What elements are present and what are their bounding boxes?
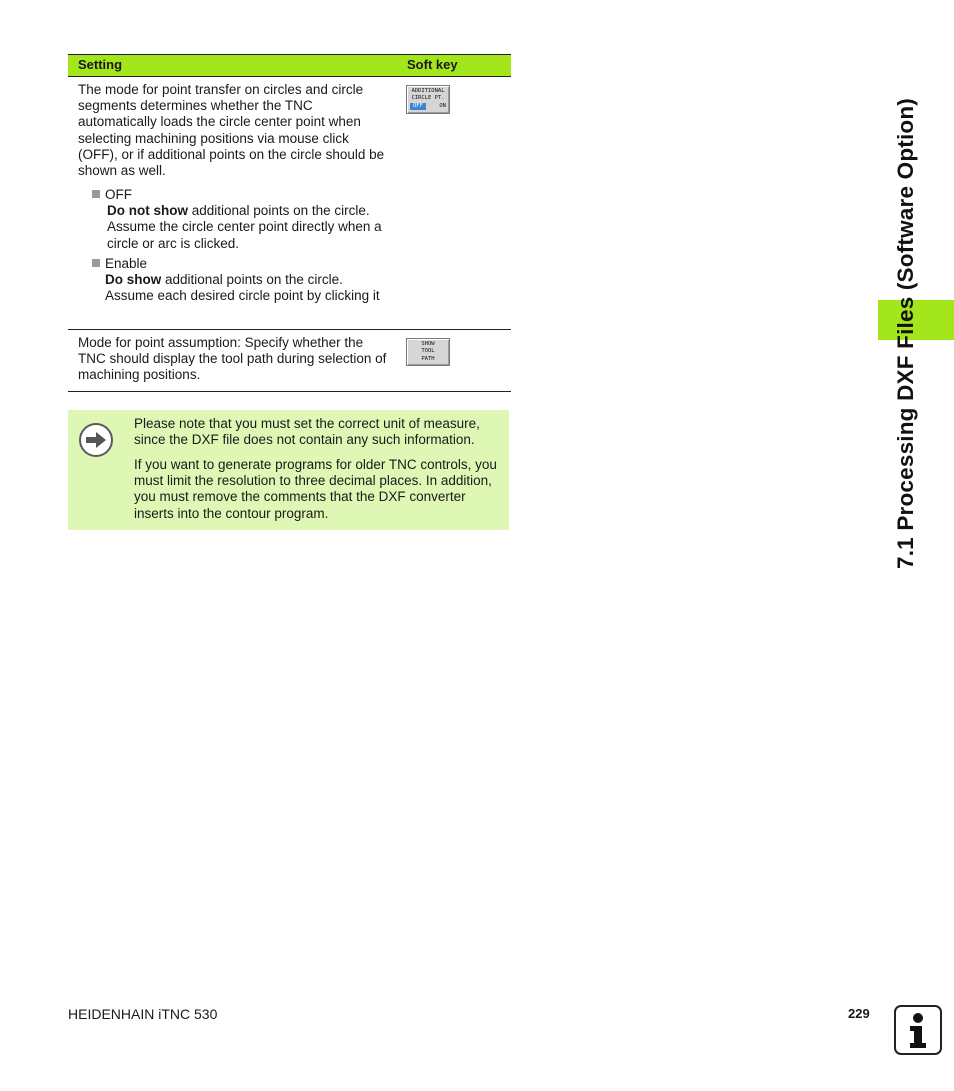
softkey-off-option: OFF: [410, 103, 426, 110]
square-bullet-icon: [92, 259, 100, 267]
additional-circle-pt-softkey[interactable]: ADDITIONAL CIRCLE PT. OFF ON: [406, 85, 450, 114]
page-number: 229: [848, 1006, 870, 1021]
note-box: [68, 410, 509, 530]
bullet-label: OFF: [105, 187, 132, 202]
settings-table: [68, 54, 511, 392]
footer-product: HEIDENHAIN iTNC 530: [68, 1006, 218, 1022]
list-item: [92, 256, 392, 305]
arrow-right-icon: [79, 423, 113, 457]
bullet-text: additional points on the circle. Assume the circle center point directly when a circle or arc is clicked.: [107, 203, 382, 251]
bullet-bold: Do show: [105, 272, 162, 288]
row1-description: The mode for point transfer on circles and circle segments determines whether the TNC automatically loads the circle center point when selecting machining positions via mouse click (OFF), or if additional points on the circle should be shown as well.: [78, 82, 385, 179]
chapter-title: 7.1 Processing DXF Files (Software Option): [893, 98, 918, 569]
table-row: [68, 330, 511, 392]
note-paragraph: If you want to generate programs for older TNC controls, you must limit the resolution to three decimal places. In addition, you must remove the comments that the DXF converter inserts into the contour program.: [134, 457, 497, 521]
info-icon: [894, 1005, 942, 1055]
square-bullet-icon: [92, 190, 100, 198]
table-header: [68, 54, 511, 77]
bullet-text: additional points on the circle. Assume each desired circle point by clicking it: [105, 272, 380, 304]
table-row: [68, 77, 511, 330]
show-tool-path-softkey[interactable]: SHOW TOOL PATH: [406, 338, 450, 366]
bullet-label: Enable: [105, 256, 148, 271]
list-item: [92, 187, 392, 252]
note-paragraph: Please note that you must set the correct unit of measure, since the DXF file does not contain any such information.: [134, 416, 480, 448]
header-setting: Setting: [78, 57, 123, 72]
bullet-bold: Do not show: [107, 203, 188, 219]
softkey-on-option: ON: [439, 102, 446, 109]
row2-description: Mode for point assumption: Specify whether the TNC should display the tool path during selection of machining positions.: [78, 335, 387, 383]
header-softkey: Soft key: [407, 57, 458, 72]
